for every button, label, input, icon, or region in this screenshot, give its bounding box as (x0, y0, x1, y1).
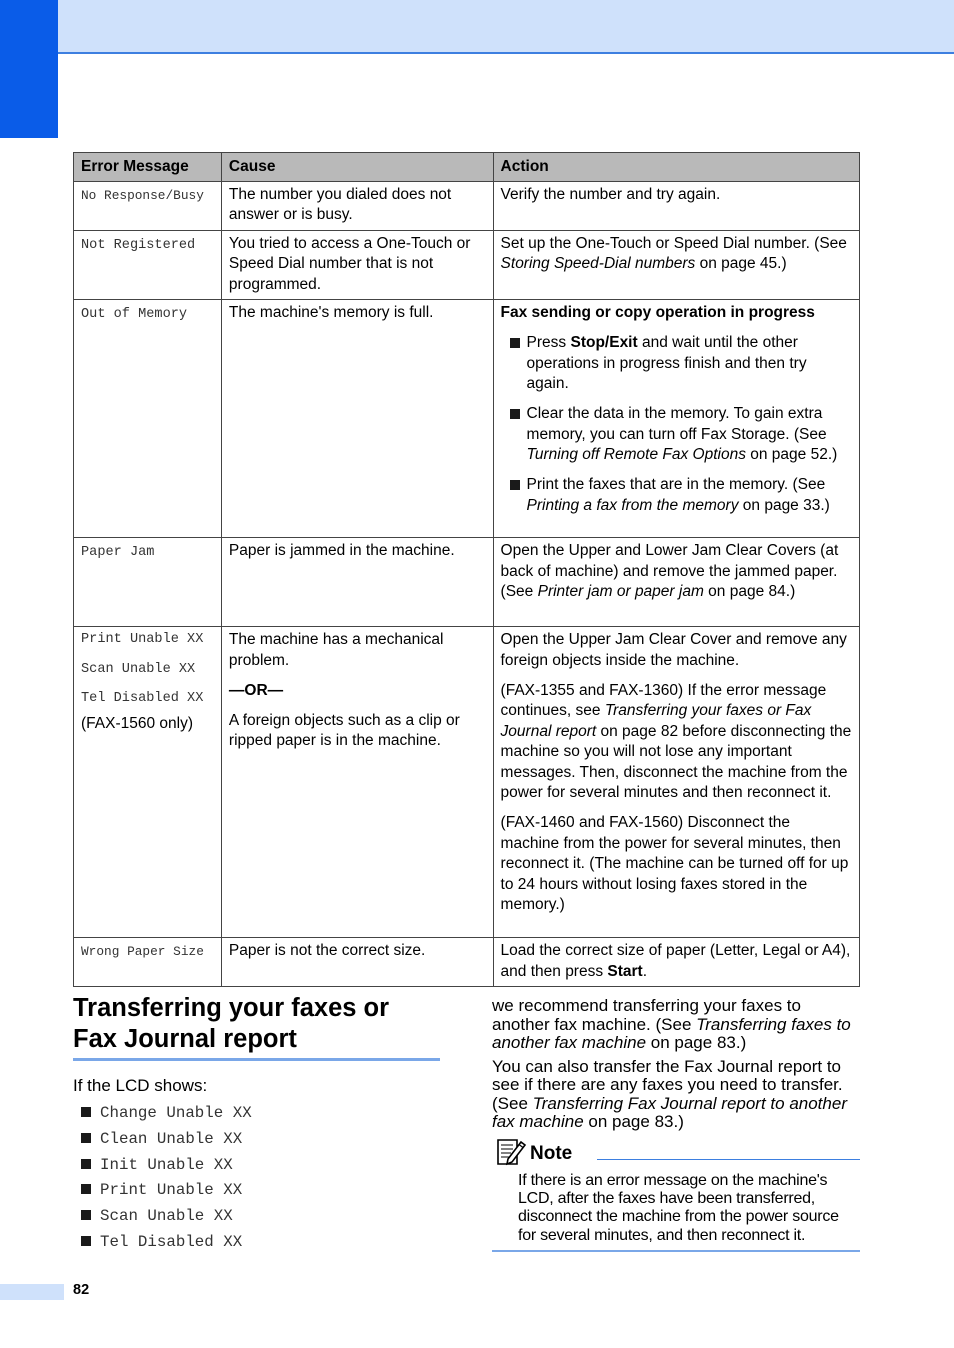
list-item: Tel Disabled XX (81, 1231, 252, 1257)
error-code: Paper Jam (81, 545, 155, 560)
note-text: If there is an error message on the machine's LCD, after the faxes have been transferred, disconnect the machine from the power source for several minutes, and then reconnect it. (518, 1172, 839, 1244)
action-heading: Fax sending or copy operation in progress (500, 304, 815, 321)
note-bottom-rule (492, 1250, 860, 1252)
note-rule (597, 1159, 860, 1160)
table-row (74, 300, 860, 538)
paragraph: You can also transfer the Fax Journal report to see if there are any faxes you need to transfer. (See Transferring Fax Journal report to another fax machine on page 83.) (492, 1056, 847, 1131)
page-number: 82 (73, 1282, 90, 1298)
note-pencil-icon (495, 1137, 527, 1167)
model-note: (FAX-1560 only) (81, 715, 193, 732)
list-item: Press Stop/Exit and wait until the other operations in progress finish and then try again. (501, 333, 852, 395)
cause-cell: Paper is jammed in the machine. (221, 538, 493, 627)
action-cell: Open the Upper Jam Clear Cover and remove any foreign objects inside the machine. (FAX-1355 and FAX-1360) If the error message continues, see Transferring your faxes or Fax Journal report on page 82 before disconnecting the machine so you will not lose any important messages. Then, disconnect the machine from the power for several minutes and then reconnect it. (FAX-1460 and FAX-1560) Disconnect the machine from the power for several minutes, then reconnect it. (The machine can be turned off for up to 24 hours without losing faxes stored in the memory.) (493, 627, 859, 938)
column-header-error-message: Error Message (74, 153, 222, 182)
list-item: Clean Unable XX (81, 1128, 252, 1154)
cause-cell: The number you dialed does not answer or is busy. (221, 181, 493, 230)
error-message-cell (74, 627, 222, 938)
column-header-cause: Cause (221, 153, 493, 182)
list-item: Clear the data in the memory. To gain extra memory, you can turn off Fax Storage. (See Turning off Remote Fax Options on page 52.) (501, 404, 852, 466)
column-header-action: Action (493, 153, 859, 182)
cause-cell: You tried to access a One-Touch or Speed Dial number that is not programmed. (221, 230, 493, 300)
error-code: Wrong Paper Size (81, 944, 204, 959)
table-row (74, 627, 860, 938)
list-item: Init Unable XX (81, 1154, 252, 1180)
list-item: Print the faxes that are in the memory. (See Printing a fax from the memory on page 33.) (501, 475, 852, 516)
list-item: Change Unable XX (81, 1102, 252, 1128)
list-item: Print Unable XX (81, 1179, 252, 1205)
error-code: Out of Memory (81, 307, 188, 322)
table-row (74, 938, 860, 987)
paragraph: we recommend transferring your faxes to another fax machine. (See Transferring faxes to another fax machine on page 83.) (492, 996, 851, 1052)
action-cell: Verify the number and try again. (493, 181, 859, 230)
cause-cell: Paper is not the correct size. (221, 938, 493, 987)
error-message-table (73, 152, 860, 987)
error-code: Not Registered (81, 237, 196, 253)
lcd-intro-text: If the LCD shows: (73, 1076, 208, 1095)
error-message-cell (74, 300, 222, 538)
section-title: Transferring your faxes or Fax Journal report (73, 994, 390, 1053)
table-row (74, 230, 860, 300)
error-code: No Response/Busy (81, 187, 204, 203)
error-message-cell (74, 181, 222, 230)
cause-cell: The machine has a mechanical problem. —OR— A foreign objects such as a clip or ripped paper is in the machine. (221, 627, 493, 938)
note-header (495, 1137, 860, 1167)
error-message-cell (74, 230, 222, 300)
action-cell (493, 300, 859, 538)
page-header-band (0, 0, 954, 54)
lcd-message-list (81, 1102, 252, 1257)
right-column-text (492, 997, 862, 1137)
error-message-cell (74, 538, 222, 627)
action-cell: Set up the One-Touch or Speed Dial number. (See Storing Speed-Dial numbers on page 45.) (493, 230, 859, 300)
error-message-cell (74, 938, 222, 987)
section-title-rule (73, 1058, 440, 1061)
action-cell: Load the correct size of paper (Letter, Legal or A4), and then press Start. (493, 938, 859, 987)
action-cell: Open the Upper and Lower Jam Clear Covers (at back of machine) and remove the jammed paper. (See Printer jam or paper jam on page 84.) (493, 538, 859, 627)
table-row (74, 181, 860, 230)
table-header-row (74, 153, 860, 182)
error-code: Scan Unable XX (81, 661, 196, 677)
page-footer-band (0, 1284, 64, 1300)
table-row (74, 538, 860, 627)
chapter-tab (0, 0, 58, 138)
note-label: Note (530, 1143, 573, 1164)
error-code: Print Unable XX (81, 632, 204, 647)
error-code: Tel Disabled XX (81, 691, 204, 706)
list-item: Scan Unable XX (81, 1205, 252, 1231)
cause-cell: The machine's memory is full. (221, 300, 493, 538)
